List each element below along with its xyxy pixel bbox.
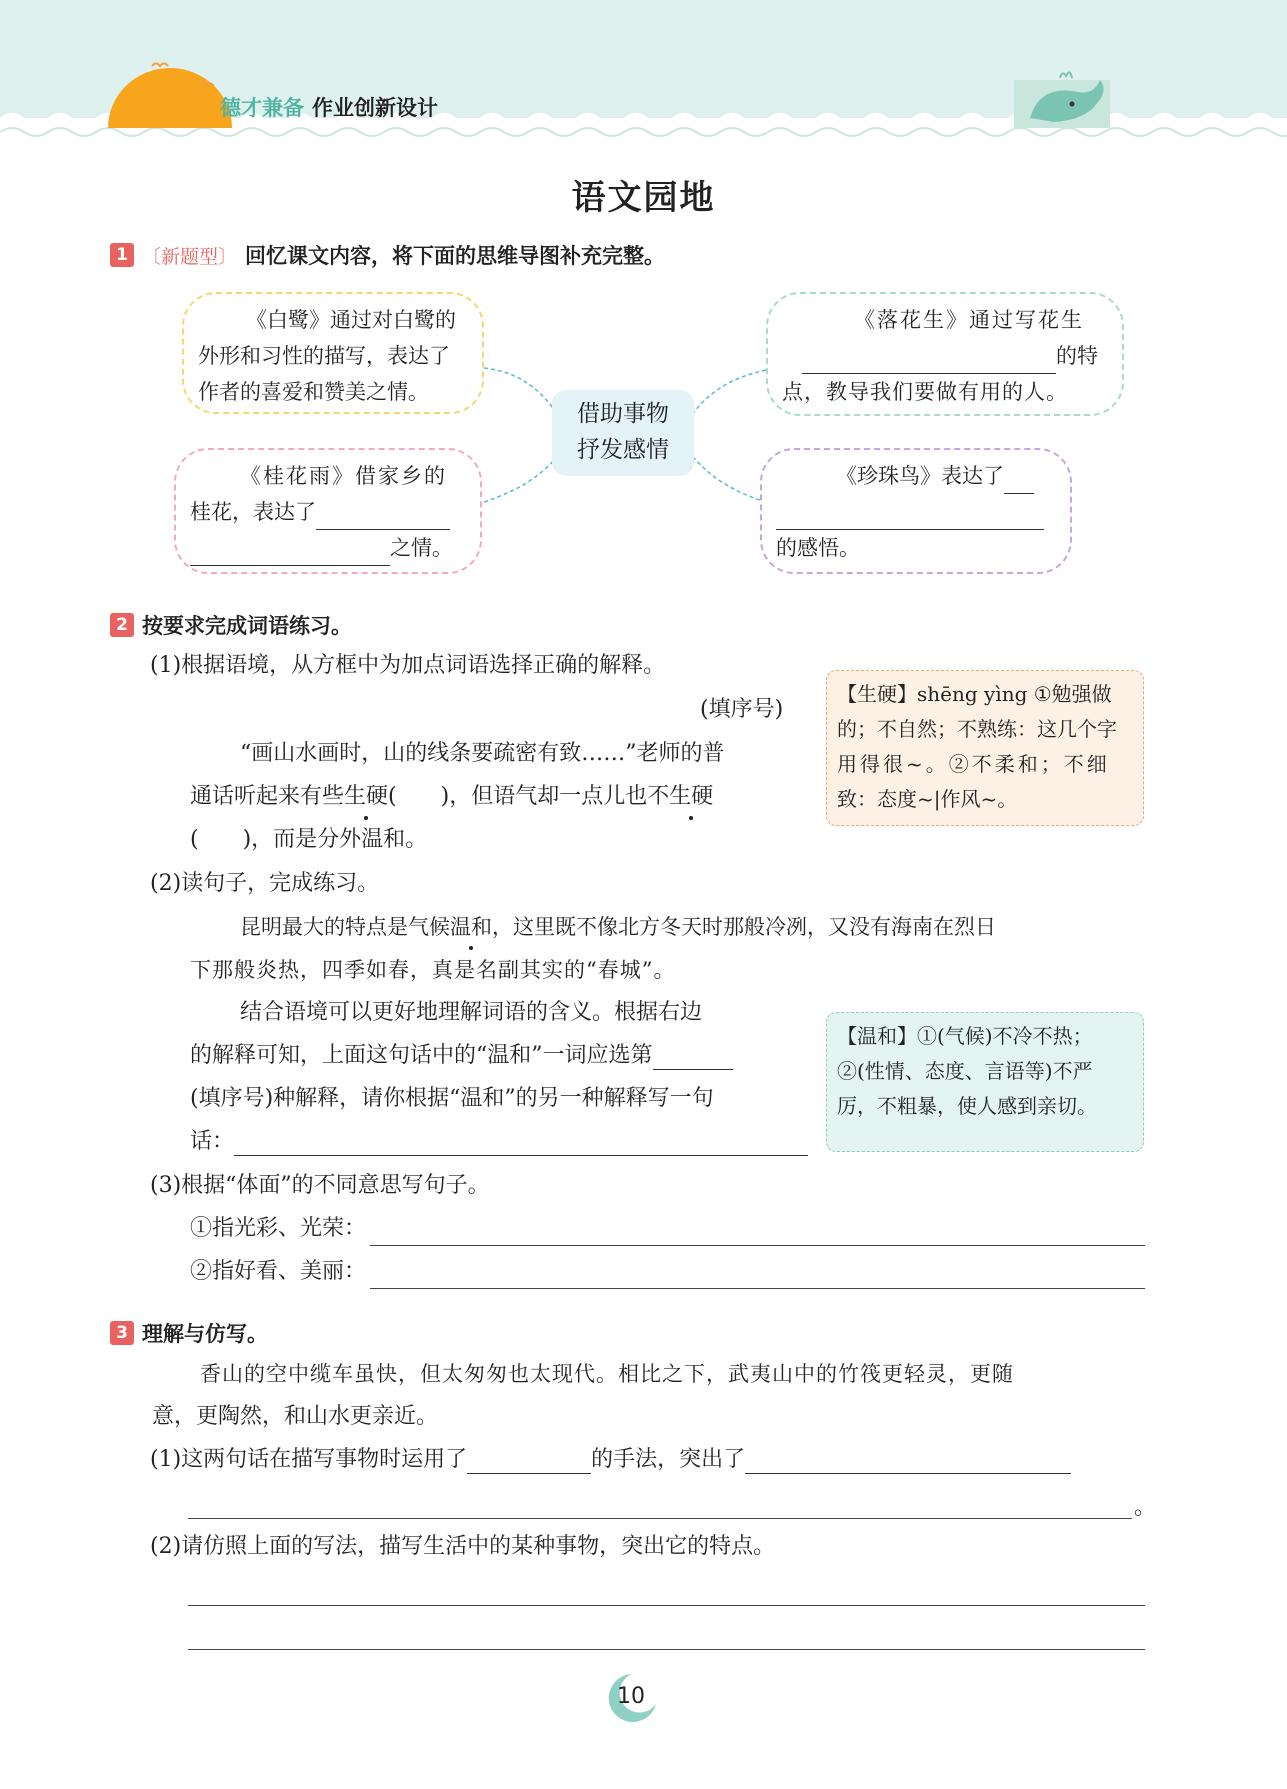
center-line-2: 抒发感情 — [577, 437, 669, 463]
mindmap-bubble-bailu — [182, 292, 484, 414]
mindmap-bubble-luohuasheng — [766, 292, 1124, 416]
q2-part3-b: ②指好看、美丽： — [190, 1259, 367, 1284]
definition-line: 用得很~。②不柔和；不细 — [837, 752, 1110, 776]
question-prompt: 按要求完成词语练习。 — [142, 614, 352, 638]
definition-line: ②(性情、态度、言语等)不严 — [837, 1059, 1093, 1083]
bubble-line — [190, 530, 466, 566]
definition-line: 【温和】①(气候)不冷不热； — [837, 1024, 1093, 1048]
q2-part3-a: ①指光彩、光荣： — [190, 1216, 367, 1241]
answer-blank[interactable] — [316, 504, 450, 530]
page-title: 语文园地 — [571, 178, 716, 218]
definition-box-shengying — [826, 670, 1144, 826]
answer-blank[interactable] — [653, 1044, 733, 1070]
question-2-heading — [110, 610, 352, 640]
bubble-line: 点，教导我们要做有用的人。 — [782, 380, 1068, 404]
brand-black: 作业创新设计 — [312, 96, 438, 120]
q2-part1-sentence-1: “画山水画时，山的线条要疏密有致……”老师的普 — [240, 741, 725, 766]
q2-part2-line-2: 下那般炎热，四季如春，真是名副其实的“春城”。 — [190, 958, 676, 982]
q2-part2-line-4: 的解释可知，上面这句话中的“温和”一词应选第 — [190, 1042, 733, 1070]
bubble-text: 之情。 — [390, 536, 453, 560]
definition-line: 致：态度~|作风~。 — [837, 787, 1018, 811]
dotted-word: 生硬 — [669, 784, 714, 809]
dotted-word: 生硬 — [344, 784, 389, 809]
answer-blank[interactable] — [776, 504, 1044, 530]
answer-line[interactable] — [188, 1518, 1132, 1519]
definition-box-wenhe — [826, 1012, 1144, 1152]
answer-blank[interactable] — [745, 1448, 1071, 1474]
definition-line: 【生硬】shēng yìng ①勉强做 — [837, 682, 1112, 706]
question-number: 3 — [110, 1321, 134, 1345]
bubble-line: 《落花生》通过写花生 — [854, 308, 1084, 332]
page-number: 10 — [617, 1684, 645, 1709]
q3-passage-line-2: 意，更陶然，和山水更亲近。 — [152, 1404, 439, 1429]
bubble-line: 作者的喜爱和赞美之情。 — [198, 380, 429, 404]
brand-green: 德才兼备 — [220, 96, 304, 120]
question-number: 2 — [110, 613, 134, 637]
answer-blank[interactable] — [802, 348, 1056, 374]
bubble-line: 《桂花雨》借家乡的 — [240, 464, 447, 488]
bubble-line — [190, 494, 466, 530]
answer-blank[interactable] — [1004, 468, 1034, 494]
answer-blank[interactable] — [190, 540, 390, 566]
q3-passage-line-1: 香山的空中缆车虽快，但太匆匆也太现代。相比之下，武夷山中的竹筏更轻灵，更随 — [200, 1362, 1014, 1386]
bubble-text: 的特 — [1056, 344, 1098, 368]
q2-part1-sentence-2: 通话听起来有些生硬( )，但语气却一点儿也不生硬 — [190, 784, 714, 809]
q2-part1-sentence-3: ( )，而是分外温和。 — [190, 827, 428, 852]
answer-blank[interactable] — [467, 1448, 591, 1474]
q2-part2-line-3: 结合语境可以更好地理解词语的含义。根据右边 — [240, 1000, 703, 1025]
q2-part2-line-6: 话： — [190, 1128, 808, 1156]
answer-line[interactable] — [188, 1649, 1145, 1650]
question-prompt: 回忆课文内容，将下面的思维导图补充完整。 — [245, 244, 666, 268]
answer-line[interactable] — [370, 1288, 1145, 1289]
bubble-line — [776, 458, 1056, 494]
bubble-text: 桂花，表达了 — [190, 500, 316, 524]
definition-line: 厉，不粗暴，使人感到亲切。 — [837, 1094, 1097, 1118]
q2-part3-title: (3)根据“体面”的不同意思写句子。 — [150, 1173, 490, 1198]
q2-part1-title: (1)根据语境，从方框中为加点词语选择正确的解释。 — [150, 653, 666, 678]
bubble-line: 外形和习性的描写，表达了 — [198, 344, 450, 368]
q2-part1-note: (填序号) — [700, 697, 784, 722]
q3-part1-end: 。 — [1134, 1495, 1157, 1520]
question-number: 1 — [110, 243, 134, 267]
q3-part1: (1)这两句话在描写事物时运用了 的手法，突出了 — [150, 1446, 1071, 1474]
bubble-text: 《珍珠鸟》表达了 — [836, 464, 1004, 488]
answer-line[interactable] — [370, 1245, 1145, 1246]
bubble-line: 《白鹭》通过对白鹭的 — [246, 308, 456, 332]
question-tag: 〔新题型〕 — [142, 245, 238, 268]
question-prompt: 理解与仿写。 — [142, 1322, 268, 1346]
mindmap-center — [552, 390, 694, 476]
q3-part2: (2)请仿照上面的写法，描写生活中的某种事物，突出它的特点。 — [150, 1534, 776, 1559]
dotted-word: 温和 — [450, 915, 492, 939]
center-line-1: 借助事物 — [577, 401, 669, 427]
q2-part2-title: (2)读句子，完成练习。 — [150, 871, 380, 896]
bubble-line — [782, 338, 1108, 374]
mindmap-bubble-zhenzhuniao — [760, 448, 1072, 574]
definition-line: 的；不自然；不熟练：这几个字 — [837, 717, 1117, 741]
bubble-line — [776, 494, 1056, 530]
mindmap-bubble-guihuayu — [174, 448, 482, 574]
question-3-heading — [110, 1318, 268, 1348]
q2-part2-line-1: 昆明最大的特点是气候温和，这里既不像北方冬天时那般冷冽，又没有海南在烈日 — [240, 915, 996, 939]
bubble-line: 的感悟。 — [776, 536, 860, 560]
answer-line[interactable] — [188, 1605, 1145, 1606]
q2-part2-line-5: (填序号)种解释，请你根据“温和”的另一种解释写一句 — [190, 1086, 714, 1111]
answer-blank[interactable] — [234, 1130, 808, 1156]
